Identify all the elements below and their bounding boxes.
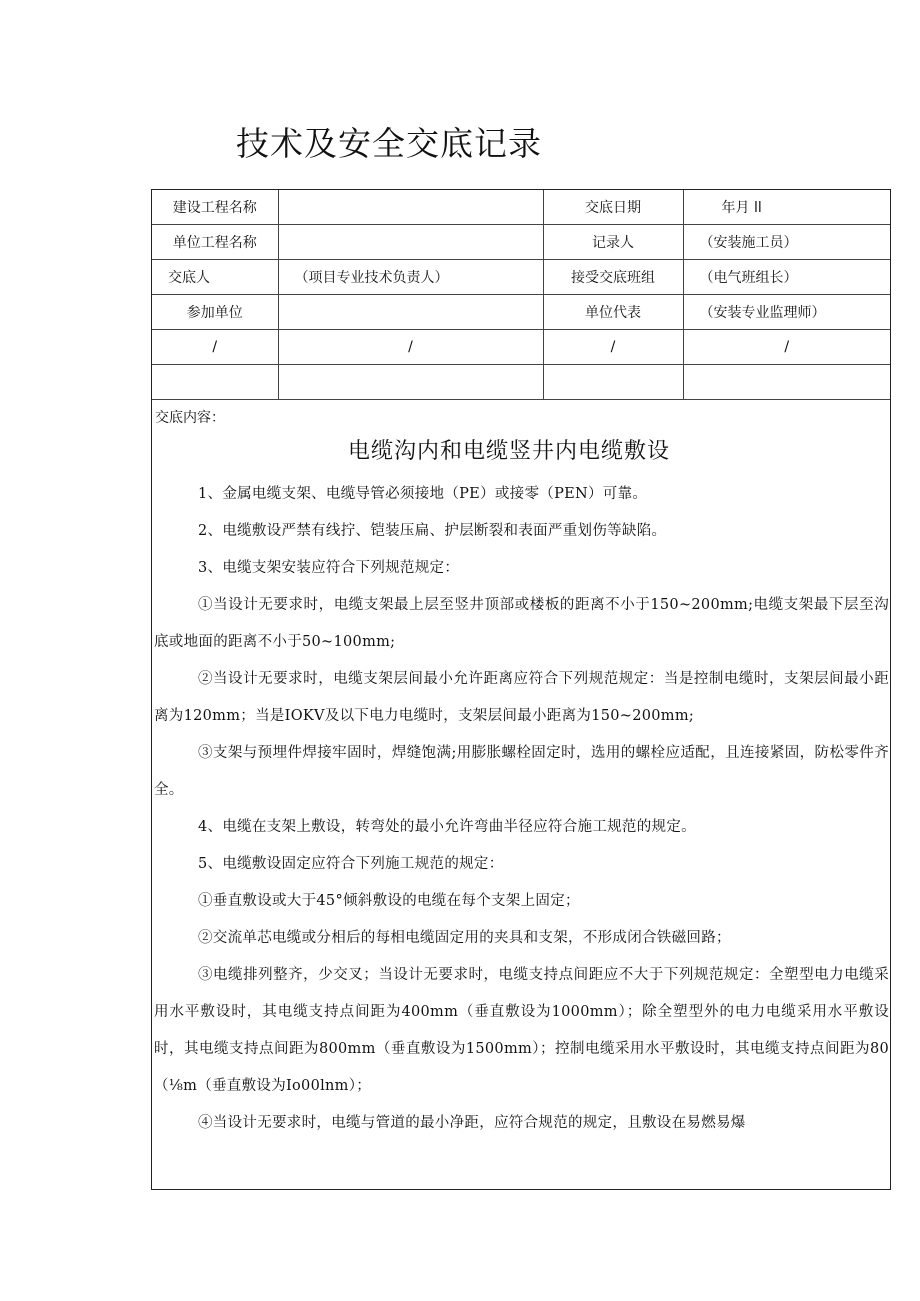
paragraph: 3、电缆支架安装应符合下列规范规定： <box>198 560 460 576</box>
paragraph: 2、电缆敷设严禁有线拧、铠装压扁、护层断裂和表面严重划伤等缺陷。 <box>198 523 667 539</box>
content-subtitle: 电缆沟内和电缆竖井内电缆敷设 <box>348 439 671 464</box>
value-unit-representative[interactable]: （安装专业监理师） <box>683 295 890 330</box>
paragraph: ④当设计无要求时，电缆与管道的最小净距，应符合规范的规定，且敷设在易燃易爆 <box>198 1115 746 1131</box>
paragraph: ③支架与预埋件焊接牢固时，焊缝饱满;用膨胀螺栓固定时，选用的螺栓应适配，且连接紧固，防松零件齐全。 <box>154 745 889 798</box>
value-briefer[interactable]: （项目专业技术负责人） <box>278 260 543 295</box>
table-cell[interactable] <box>278 365 543 400</box>
paragraph: ②当设计无要求时，电缆支架层间最小允许距离应符合下列规范规定：当是控制电缆时，支架层间最小距离为120mm；当是IOKV及以下电力电缆时，支架层间最小距离为150~200mm; <box>154 671 889 724</box>
value-construction-project[interactable] <box>278 190 543 225</box>
table-row <box>152 225 890 260</box>
content-body <box>154 476 889 1142</box>
label-construction-project: 建设工程名称 <box>152 190 278 225</box>
paragraph: ③电缆排列整齐，少交叉；当设计无要求时，电缆支持点间距应不大于下列规范规定：全塑型电力电缆采用水平敷设时，其电缆支持点间距为400mm（垂直敷设为1000mm）；除全塑型外的电力电缆采用水平敷设时，其电缆支持点间距为800mm（垂直敷设为1500mm）；控制电缆采用水平敷设时，其电缆支持点间距为80（⅛m（垂直敷设为Io00lnm）； <box>154 967 889 1094</box>
paragraph: ②交流单芯电缆或分相后的每相电缆固定用的夹具和支架，不形成闭合铁磁回路； <box>198 930 731 946</box>
table-cell[interactable] <box>543 365 683 400</box>
value-receiving-team[interactable]: （电气班组长） <box>683 260 890 295</box>
header-table <box>152 190 890 400</box>
content-label: 交底内容： <box>155 410 225 426</box>
label-recorder: 记录人 <box>543 225 683 260</box>
value-recorder[interactable]: （安装施工员） <box>683 225 890 260</box>
table-row <box>152 330 890 365</box>
table-cell[interactable] <box>683 365 890 400</box>
table-cell[interactable] <box>152 365 278 400</box>
label-unit-project: 单位工程名称 <box>152 225 278 260</box>
table-cell: / <box>543 330 683 365</box>
table-cell: / <box>683 330 890 365</box>
paragraph: 4、电缆在支架上敷设，转弯处的最小允许弯曲半径应符合施工规范的规定。 <box>198 819 696 835</box>
value-participating-unit[interactable] <box>278 295 543 330</box>
value-briefing-date[interactable]: 年月 ll <box>683 190 890 225</box>
value-unit-project[interactable] <box>278 225 543 260</box>
label-briefing-date: 交底日期 <box>543 190 683 225</box>
label-participating-unit: 参加单位 <box>152 295 278 330</box>
paragraph: ①当设计无要求时，电缆支架最上层至竖井顶部或楼板的距离不小于150~200mm;电缆支架最下层至沟底或地面的距离不小于50~100mm; <box>154 597 889 650</box>
label-briefer: 交底人 <box>152 260 278 295</box>
table-cell: / <box>152 330 278 365</box>
page-title: 技术及安全交底记录 <box>236 124 542 163</box>
paragraph: 5、电缆敷设固定应符合下列施工规范的规定： <box>198 856 504 872</box>
record-form <box>151 189 891 1190</box>
label-unit-representative: 单位代表 <box>543 295 683 330</box>
table-cell: / <box>278 330 543 365</box>
table-row <box>152 190 890 225</box>
table-row <box>152 365 890 400</box>
paragraph: ①垂直敷设或大于45°倾斜敷设的电缆在每个支架上固定； <box>198 893 580 909</box>
paragraph: 1、金属电缆支架、电缆导管必须接地（PE）或接零（PEN）可靠。 <box>198 486 648 502</box>
table-row <box>152 260 890 295</box>
label-receiving-team: 接受交底班组 <box>543 260 683 295</box>
table-row <box>152 295 890 330</box>
